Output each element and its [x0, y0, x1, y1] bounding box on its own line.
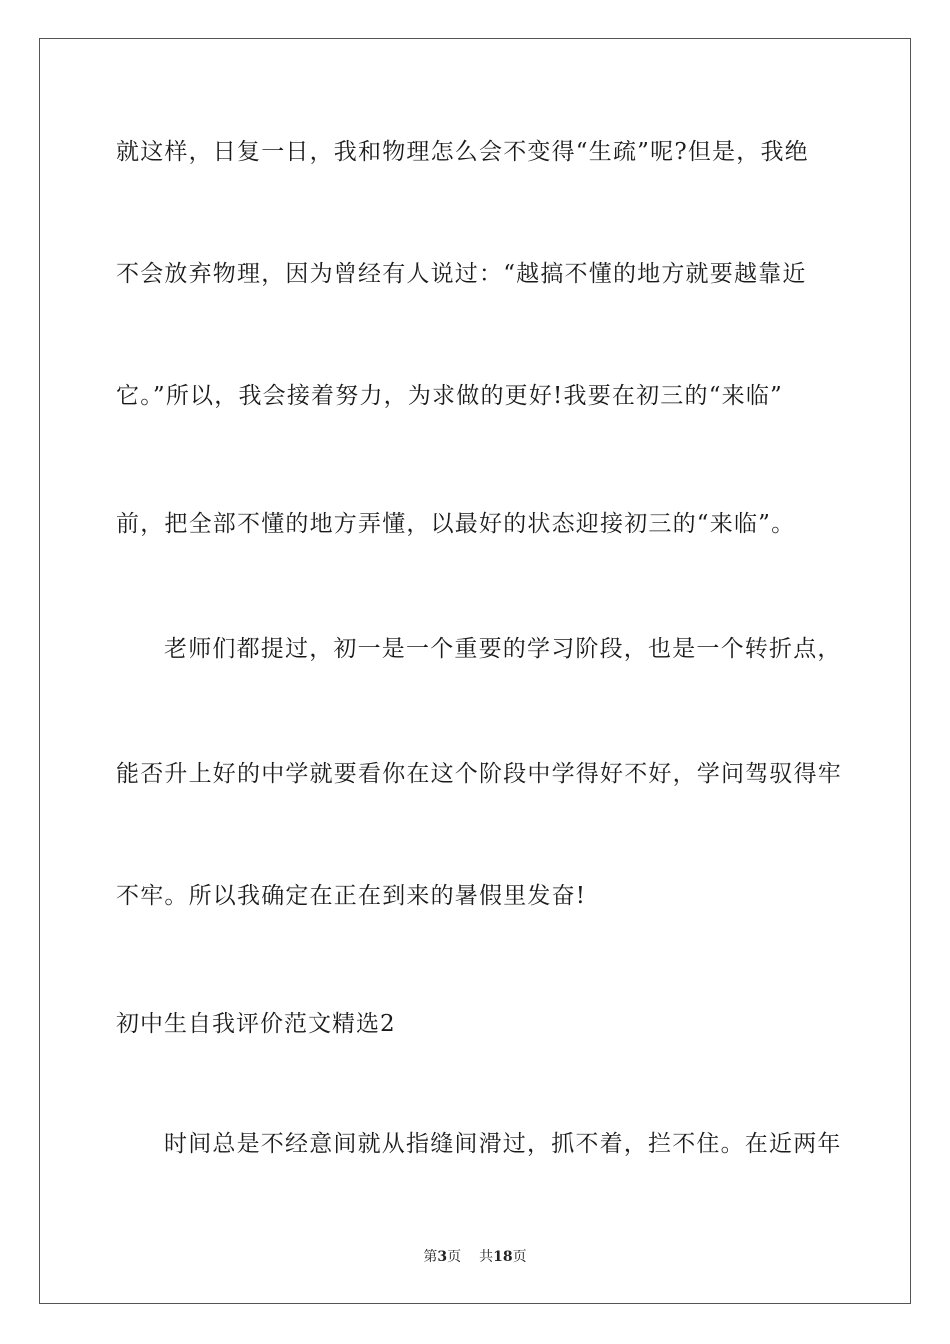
total-suffix: 页 [512, 1249, 527, 1265]
text-line: 时间总是不经意间就从指缝间滑过，抓不着，拦不住。在近两年 [164, 1131, 842, 1157]
section-heading: 初中生自我评价范文精选2 [116, 1011, 396, 1037]
text-line: 前，把全部不懂的地方弄懂，以最好的状态迎接初三的“来临”。 [116, 511, 796, 537]
page-prefix: 第 [423, 1249, 438, 1265]
text-line: 老师们都提过，初一是一个重要的学习阶段，也是一个转折点， [164, 636, 842, 662]
total-prefix: 共 [479, 1249, 494, 1265]
text-line: 不会放弃物理，因为曾经有人说过：“越搞不懂的地方就要越靠近 [116, 261, 807, 287]
page-suffix: 页 [447, 1249, 462, 1265]
text-line: 就这样，日复一日，我和物理怎么会不变得“生疏”呢?但是，我绝 [116, 139, 809, 165]
page-number: 3 [437, 1249, 448, 1265]
page-border [39, 38, 911, 1304]
text-line: 不牢。所以我确定在正在到来的暑假里发奋! [116, 883, 587, 909]
page-total: 18 [493, 1249, 513, 1265]
text-line: 能否升上好的中学就要看你在这个阶段中学得好不好，学问驾驭得牢 [116, 761, 842, 787]
text-line: 它。”所以，我会接着努力，为求做的更好!我要在初三的“来临” [116, 383, 784, 409]
page-footer [0, 1248, 950, 1266]
